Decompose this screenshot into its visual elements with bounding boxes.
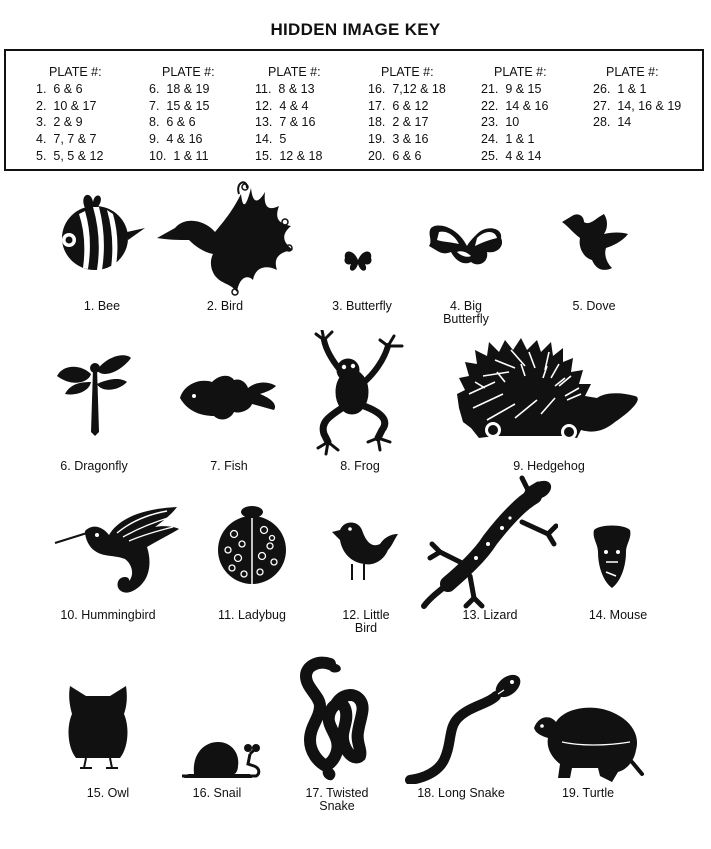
key-entry: 5. 5, 5 & 12 — [36, 148, 104, 163]
key-entry: 28. 14 — [593, 115, 632, 130]
key-entry: 25. 4 & 14 — [481, 148, 542, 163]
bee-icon — [55, 188, 147, 280]
animal-label-owl: 15. Owl — [86, 786, 130, 800]
key-entry: 7. 15 & 15 — [149, 98, 210, 113]
twisted-snake-icon — [296, 656, 380, 786]
snail-icon — [180, 738, 264, 782]
animal-label-little-bird: 12. Little Bird — [342, 608, 390, 635]
animal-label-frog: 8. Frog — [340, 459, 380, 473]
key-entry: 16. 7,12 & 18 — [368, 81, 446, 96]
key-entry: 17. 6 & 12 — [368, 98, 429, 113]
key-column-1 — [36, 64, 103, 165]
key-entry: 14. 5 — [255, 132, 287, 147]
plate-header: PLATE #: — [381, 65, 434, 79]
key-entry: 18. 2 & 17 — [368, 115, 429, 130]
key-column-5 — [481, 64, 548, 165]
key-entry: 23. 10 — [481, 115, 520, 130]
lizard-icon — [418, 474, 558, 610]
key-column-4 — [368, 64, 446, 165]
key-column-6 — [593, 64, 681, 131]
fish-icon — [178, 370, 280, 424]
plate-header: PLATE #: — [494, 65, 547, 79]
key-entry: 21. 9 & 15 — [481, 81, 542, 96]
page-title: HIDDEN IMAGE KEY — [270, 20, 441, 39]
key-entry: 4. 7, 7 & 7 — [36, 132, 97, 147]
animal-label-turtle: 19. Turtle — [561, 786, 615, 800]
key-entry: 26. 1 & 1 — [593, 81, 647, 96]
animal-label-butterfly: 3. Butterfly — [332, 299, 392, 313]
bird-icon — [155, 180, 300, 300]
animal-label-mouse: 14. Mouse — [588, 608, 648, 622]
animal-label-hummingbird: 10. Hummingbird — [60, 608, 156, 622]
key-entry: 27. 14, 16 & 19 — [593, 98, 682, 113]
mouse-icon — [592, 522, 632, 592]
dragonfly-icon — [53, 352, 135, 438]
big-butterfly-icon — [427, 222, 505, 268]
key-entry: 6. 18 & 19 — [149, 81, 210, 96]
key-entry: 8. 6 & 6 — [149, 115, 196, 130]
key-entry: 3. 2 & 9 — [36, 115, 83, 130]
key-entry: 22. 14 & 16 — [481, 98, 549, 113]
butterfly-icon — [343, 248, 373, 274]
key-entry: 19. 3 & 16 — [368, 132, 429, 147]
animal-label-ladybug: 11. Ladybug — [218, 608, 286, 622]
hummingbird-icon — [53, 505, 183, 597]
plate-header: PLATE #: — [49, 65, 102, 79]
key-entry: 20. 6 & 6 — [368, 148, 422, 163]
animal-label-hedgehog: 9. Hedgehog — [513, 459, 585, 473]
key-column-3 — [255, 64, 322, 165]
animal-label-bee: 1. Bee — [83, 299, 121, 313]
long-snake-icon — [404, 674, 522, 784]
animal-label-fish: 7. Fish — [210, 459, 248, 473]
turtle-icon — [532, 702, 644, 782]
frog-icon — [308, 330, 408, 456]
hedgehog-icon — [455, 338, 645, 444]
animal-label-snail: 16. Snail — [192, 786, 242, 800]
little-bird-icon — [330, 520, 400, 582]
plate-header: PLATE #: — [606, 65, 659, 79]
animal-label-twisted-snake: 17. Twisted Snake — [305, 786, 369, 813]
animal-label-big-butterfly: 4. Big Butterfly — [443, 299, 489, 326]
plate-header: PLATE #: — [268, 65, 321, 79]
key-entry: 13. 7 & 16 — [255, 115, 316, 130]
owl-icon — [66, 684, 130, 772]
animal-label-lizard: 13. Lizard — [462, 608, 518, 622]
hidden-image-key-table — [4, 49, 704, 171]
key-entry: 11. 8 & 13 — [255, 81, 315, 96]
key-column-2 — [149, 64, 215, 165]
ladybug-icon — [216, 506, 288, 586]
key-entry: 9. 4 & 16 — [149, 132, 203, 147]
key-entry: 2. 10 & 17 — [36, 98, 97, 113]
key-entry: 10. 1 & 11 — [149, 148, 209, 163]
key-entry: 12. 4 & 4 — [255, 98, 309, 113]
animal-label-bird: 2. Bird — [206, 299, 244, 313]
dove-icon — [560, 210, 630, 276]
key-entry: 15. 12 & 18 — [255, 148, 323, 163]
key-entry: 1. 6 & 6 — [36, 81, 83, 96]
plate-header: PLATE #: — [162, 65, 215, 79]
animal-label-long-snake: 18. Long Snake — [417, 786, 505, 800]
key-entry: 24. 1 & 1 — [481, 132, 535, 147]
animal-label-dragonfly: 6. Dragonfly — [60, 459, 128, 473]
animal-label-dove: 5. Dove — [572, 299, 616, 313]
